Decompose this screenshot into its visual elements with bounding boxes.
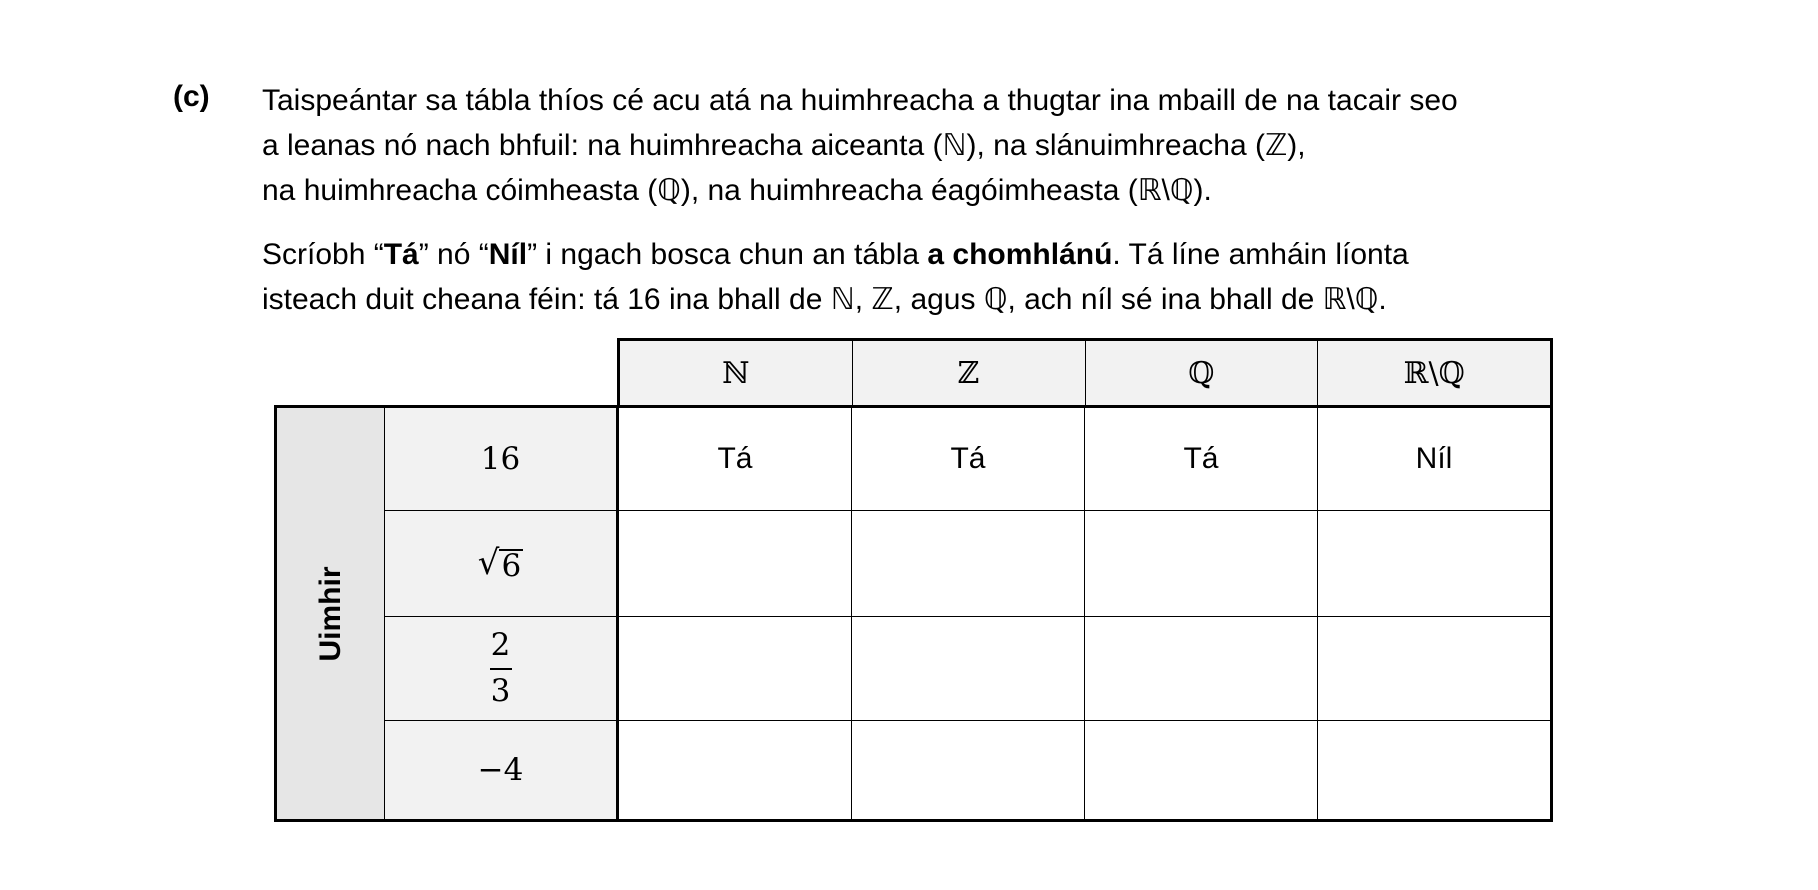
answer-cell[interactable]: Tá	[619, 408, 852, 510]
answer-cell[interactable]: Tá	[1085, 408, 1318, 510]
nil-keyword: Níl	[488, 238, 528, 271]
answer-cell[interactable]	[1085, 511, 1318, 616]
answer-cell[interactable]	[1085, 721, 1318, 819]
paragraph-1-line-1: Taispeántar sa tábla thíos cé acu atá na huimhreacha a thugtar ina mbaill de na tacair seo	[262, 84, 1458, 117]
denominator: 3	[490, 672, 511, 709]
paragraph-2-line-1	[262, 232, 1682, 277]
instruction-text: Scríobh “	[262, 238, 384, 271]
answer-cell[interactable]: Níl	[1415, 442, 1453, 475]
ta-keyword: Tá	[383, 238, 419, 271]
answer-cell[interactable]	[1318, 511, 1550, 616]
numerator: 2	[490, 626, 511, 663]
table-row	[385, 511, 1550, 617]
complete-keyword: a chomhlánú	[927, 238, 1113, 271]
square-root-value: √ 6	[477, 542, 522, 584]
row-group-label: Uimhir	[313, 565, 347, 662]
instruction-text: . Tá líne amháin líonta	[1112, 238, 1409, 271]
number-value: −4	[477, 752, 524, 788]
answer-cell[interactable]: Tá	[852, 408, 1085, 510]
row-number-cell	[385, 511, 619, 616]
answer-cell[interactable]	[619, 511, 852, 616]
table-row	[385, 617, 1550, 721]
membership-table	[274, 405, 1553, 822]
row-number-cell	[385, 617, 619, 720]
fraction-value	[490, 628, 512, 709]
answer-cell[interactable]	[1085, 617, 1318, 720]
question-paragraph-2	[262, 232, 1682, 322]
part-label: (c)	[173, 80, 210, 113]
header-integers: ℤ	[853, 341, 1086, 406]
table-row	[385, 721, 1550, 819]
answer-cell[interactable]	[852, 721, 1085, 819]
question-paragraph-1	[262, 78, 1682, 213]
answer-cell[interactable]	[852, 511, 1085, 616]
paragraph-1-line-3: na huimhreacha cóimheasta (ℚ), na huimhreacha éagóimheasta (ℝ\ℚ).	[262, 174, 1212, 207]
fraction-bar	[490, 668, 512, 670]
answer-cell[interactable]	[852, 617, 1085, 720]
instruction-text: ” i ngach bosca chun an tábla	[527, 238, 928, 271]
header-rationals: ℚ	[1086, 341, 1319, 406]
instruction-text: ” nó “	[418, 238, 489, 271]
row-number-cell	[385, 408, 619, 510]
row-number-cell	[385, 721, 619, 819]
answer-cell[interactable]	[619, 617, 852, 720]
header-irrationals: ℝ\ℚ	[1318, 341, 1550, 406]
answer-cell[interactable]	[1318, 721, 1550, 819]
table-header-row	[617, 338, 1553, 406]
header-naturals: ℕ	[620, 341, 853, 406]
table-row	[385, 408, 1550, 511]
radicand: 6	[501, 547, 522, 584]
answer-cell[interactable]	[1318, 617, 1550, 720]
number-value: 16	[480, 441, 521, 477]
row-group-header	[277, 408, 385, 819]
answer-cell[interactable]	[619, 721, 852, 819]
paragraph-2-line-2: isteach duit cheana féin: tá 16 ina bhall de ℕ, ℤ, agus ℚ, ach níl sé ina bhall de ℝ\ℚ.	[262, 283, 1387, 316]
paragraph-1-line-2: a leanas nó nach bhfuil: na huimhreacha aiceanta (ℕ), na slánuimhreacha (ℤ),	[262, 129, 1306, 162]
